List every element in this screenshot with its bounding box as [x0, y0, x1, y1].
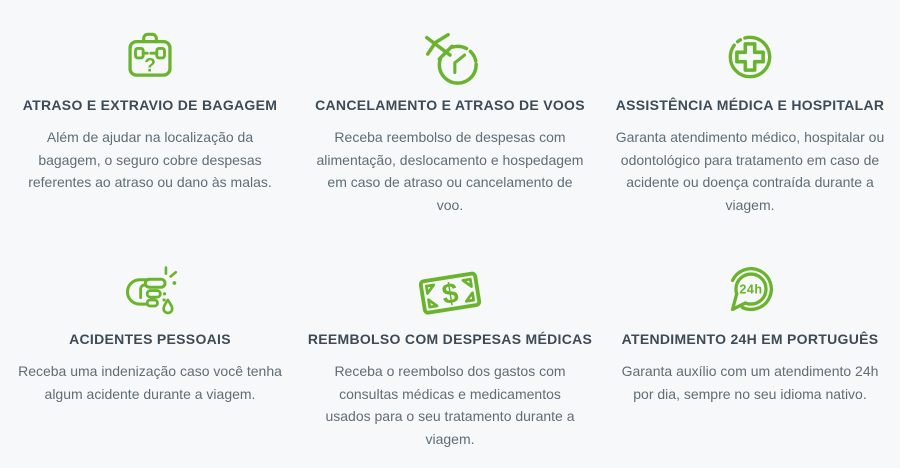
injured-hand-icon [120, 259, 180, 323]
feature-title: ACIDENTES PESSOAIS [69, 331, 231, 347]
flight-clock-icon [419, 25, 481, 89]
baggage-suitcase-icon [121, 25, 179, 89]
medical-cross-icon [720, 25, 780, 89]
feature-title: ASSISTÊNCIA MÉDICA E HOSPITALAR [615, 97, 885, 113]
feature-description: Receba o reembolso dos gastos com consultas médicas e medicamentos usados para o seu tratamento durante a viagem. [325, 363, 575, 447]
feature-card-flights [300, 0, 600, 234]
feature-description: Além de ajudar na localização da bagagem, o seguro cobre despesas referentes ao atraso ou dano às malas. [28, 129, 272, 190]
feature-description: Garanta atendimento médico, hospitalar ou odontológico para tratamento em caso de acidente ou doença contraída durante a viagem. [615, 129, 885, 213]
dollar-glyph: $ [439, 277, 461, 312]
feature-description: Garanta auxílio com um atendimento 24h por dia, sempre no seu idioma nativo. [621, 363, 879, 402]
feature-description: Receba uma indenização caso você tenha algum acidente durante a viagem. [18, 363, 282, 402]
feature-title: CANCELAMENTO E ATRASO DE VOOS [315, 97, 585, 113]
feature-card-baggage [0, 0, 300, 234]
feature-card-support [600, 234, 900, 468]
feature-card-accidents [0, 234, 300, 468]
feature-card-reimbursement [300, 234, 600, 468]
feature-title: ATRASO E EXTRAVIO DE BAGAGEM [22, 97, 278, 113]
chat-24h-icon [719, 259, 781, 323]
money-bill-icon [414, 259, 486, 323]
feature-title: ATENDIMENTO 24H EM PORTUGUÊS [621, 331, 879, 347]
feature-description: Receba reembolso de despesas com alimentação, deslocamento e hospedagem em caso de atraso ou cancelamento de voo. [316, 129, 584, 213]
feature-card-medical [600, 0, 900, 234]
badge-24h-glyph: 24h [739, 282, 763, 297]
feature-title: REEMBOLSO COM DESPESAS MÉDICAS [307, 331, 593, 347]
question-glyph: ? [144, 55, 156, 77]
